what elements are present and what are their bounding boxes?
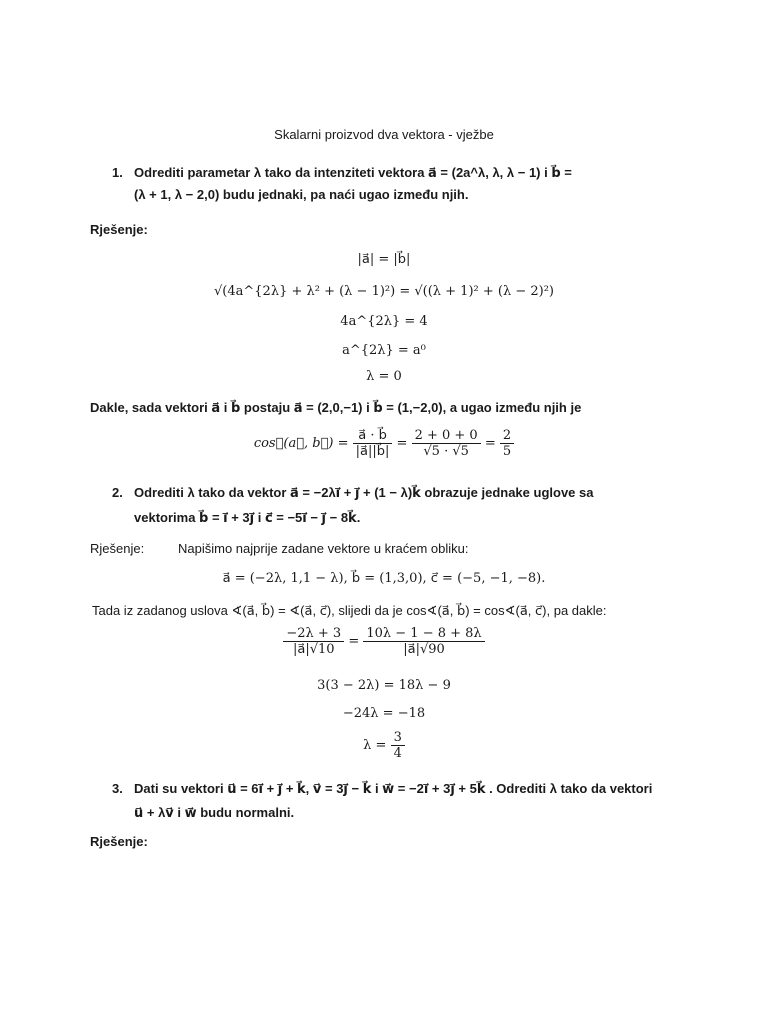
fraction-numerator: 10λ − 1 − 8 + 8λ bbox=[363, 626, 484, 642]
solution-2-intro: Napišimo najprije zadane vektore u kraćem obliku: bbox=[178, 541, 469, 556]
fraction-dot-over-norms bbox=[353, 428, 393, 459]
solution-1-conclusion: Dakle, sada vektori a⃗ i b⃗ postaju a⃗ = (2,0,−1) i b⃗ = (1,−2,0), a ugao između njih je bbox=[90, 400, 582, 415]
problem-2-number: 2. bbox=[112, 485, 123, 500]
solution-2-vectors: a⃗ = (−2λ, 1,1 − λ), b⃗ = (1,3,0), c⃗ = (−5, −1, −8). bbox=[222, 571, 546, 586]
solution-1-equation-1: |a⃗| = |b⃗| bbox=[357, 252, 411, 267]
solution-1-cosine-equation: cos∢(a⃗, b⃗) = $\frac{a⃗ \cdot b⃗}{|a⃗||b⃗|}$ = $\frac{2 + 0 + 0}{√5 \cdot √5}$ = $\frac{2}{5}$ bbox=[0, 428, 768, 459]
problem-3-number: 3. bbox=[112, 781, 123, 796]
fraction-left bbox=[283, 626, 344, 657]
fraction-computed bbox=[412, 428, 481, 459]
fraction-denominator: 4 bbox=[393, 746, 402, 761]
solution-2-equation-3: −24λ = −18 bbox=[342, 706, 426, 721]
problem-2-text-line-2: vektorima b⃗ = i⃗ + 3j⃗ i c⃗ = −5i⃗ − j⃗ − 8k⃗. bbox=[134, 510, 361, 525]
solution-1-equation-2: √(4a^{2λ} + λ² + (λ − 1)²) = √((λ + 1)² + (λ − 2)²) bbox=[214, 284, 554, 299]
page-title: Skalarni proizvod dva vektora - vježbe bbox=[274, 127, 494, 142]
cos-lhs: cos∢(a⃗, b⃗) = bbox=[253, 436, 349, 451]
fraction-numerator: −2λ + 3 bbox=[283, 626, 344, 642]
solution-2-equation-4 bbox=[0, 730, 768, 761]
fraction-numerator: a⃗ · b⃗ bbox=[353, 428, 393, 444]
fraction-numerator: 2 bbox=[500, 428, 514, 444]
equals-sign: = bbox=[348, 634, 360, 649]
fraction-numerator: 3 bbox=[391, 730, 405, 746]
solution-1-equation-4: a^{2λ} = a⁰ bbox=[342, 343, 426, 358]
fraction-right bbox=[363, 626, 484, 657]
solution-1-label: Rješenje: bbox=[90, 222, 148, 237]
problem-1-number: 1. bbox=[112, 165, 123, 180]
solution-2-condition: Tada iz zadanog uslova ∢(a⃗, b⃗) = ∢(a⃗, c⃗), slijedi da je cos∢(a⃗, b⃗) = cos∢(a⃗, c⃗), pa dakle: bbox=[92, 603, 607, 618]
problem-2-text-line-1: Odrediti λ tako da vektor a⃗ = −2λi⃗ + j⃗ + (1 − λ)k⃗ obrazuje jednake uglove sa bbox=[134, 485, 594, 500]
solution-2-fraction-equation bbox=[0, 626, 768, 657]
solution-2-equation-2: 3(3 − 2λ) = 18λ − 9 bbox=[317, 678, 451, 693]
problem-1-text-line-2: (λ + 1, λ − 2,0) budu jednaki, pa naći ugao između njih. bbox=[134, 187, 469, 202]
solution-1-equation-3: 4a^{2λ} = 4 bbox=[340, 314, 428, 329]
solution-2-label: Rješenje: bbox=[90, 541, 145, 556]
fraction-result bbox=[500, 428, 514, 459]
problem-3-text-line-1: Dati su vektori u⃗ = 6i⃗ + j⃗ + k⃗, v⃗ = 3j⃗ − k⃗ i w⃗ = −2i⃗ + 3j⃗ + 5k⃗ . Odrediti λ tako da vektori bbox=[134, 781, 653, 796]
problem-3-text-line-2: u⃗ + λv⃗ i w⃗ budu normalni. bbox=[134, 805, 295, 820]
fraction-lambda bbox=[391, 730, 405, 761]
fraction-denominator: |a⃗||b⃗| bbox=[355, 444, 390, 459]
problem-1-text-line-1: Odrediti parametar λ tako da intenziteti vektora a⃗ = (2a^λ, λ, λ − 1) i b⃗ = bbox=[134, 165, 572, 180]
fraction-denominator: 5 bbox=[502, 444, 512, 459]
fraction-denominator: |a⃗|√90 bbox=[403, 642, 445, 657]
lambda-lhs: λ = bbox=[363, 738, 387, 753]
fraction-denominator: |a⃗|√10 bbox=[292, 642, 335, 657]
fraction-numerator: 2 + 0 + 0 bbox=[412, 428, 481, 444]
fraction-denominator: √5 · √5 bbox=[423, 444, 469, 459]
solution-1-equation-5: λ = 0 bbox=[366, 369, 402, 384]
solution-3-label: Rješenje: bbox=[90, 834, 148, 849]
